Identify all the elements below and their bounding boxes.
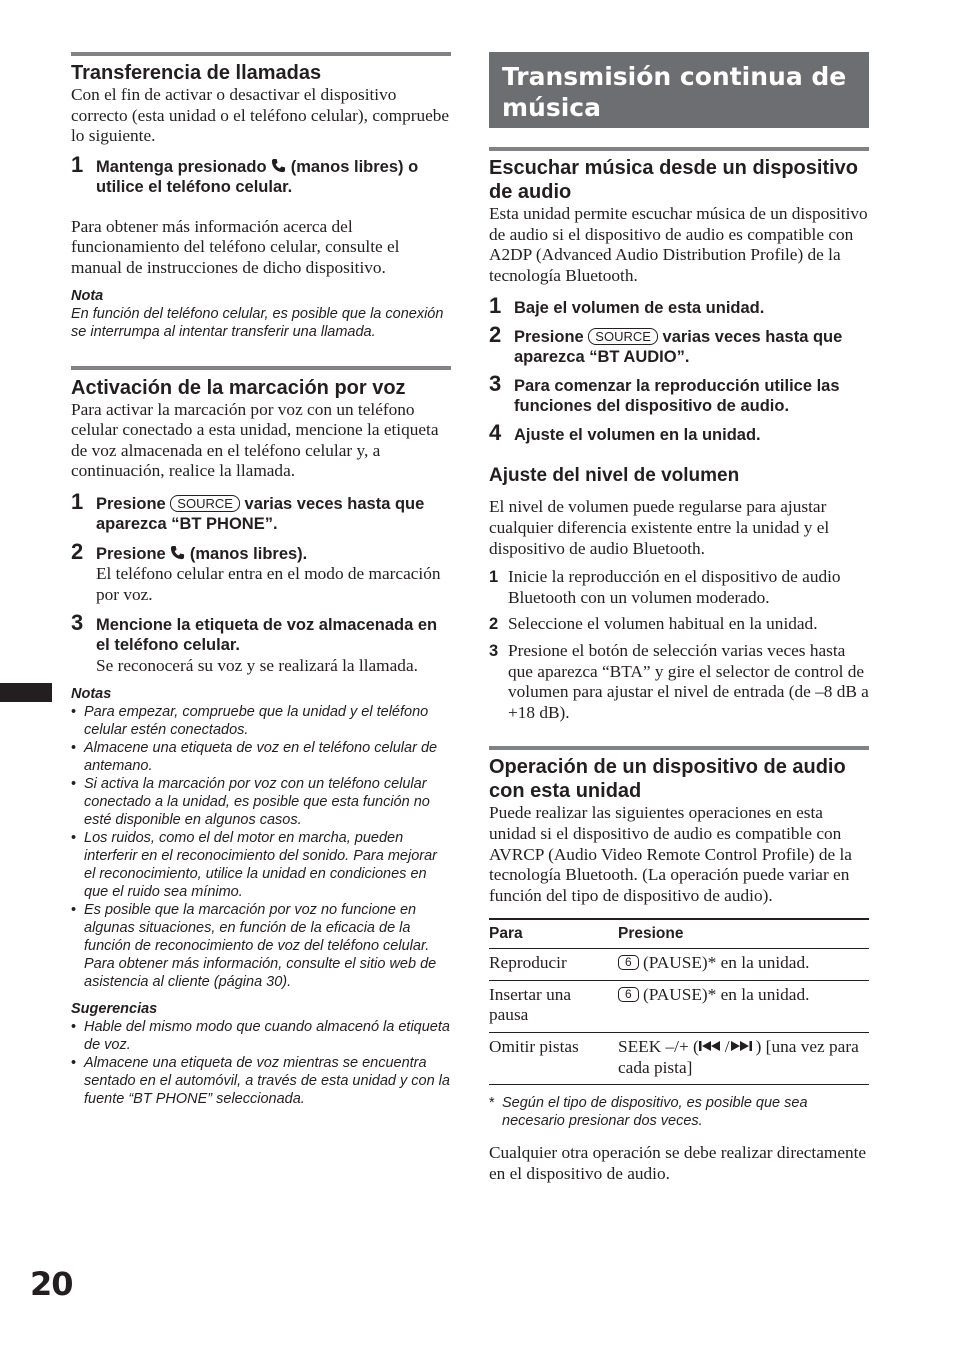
subsection-title-volume: Ajuste del nivel de volumen <box>489 465 740 487</box>
voice-dial-step-1 <box>71 488 451 535</box>
step-number: 2 <box>71 538 84 564</box>
table-cell-press: 6 (PAUSE)* en la unidad. <box>618 949 869 981</box>
prev-track-icon <box>699 1040 725 1052</box>
step-text: Ajuste el volumen en la unidad. <box>514 425 761 444</box>
list-number: 1 <box>489 568 499 587</box>
audio-step-3 <box>489 370 869 417</box>
column-header-para: Para <box>489 919 618 949</box>
notes-heading: Notas <box>71 686 112 703</box>
voice-dial-intro: Para activar la marcación por voz con un teléfono celular conectado a esta unidad, mencione la etiqueta de voz almacenada en el teléfono celular y, a continuación, realice la llamada. <box>71 399 439 481</box>
left-column <box>71 52 451 1108</box>
table-footnote <box>489 1094 869 1130</box>
volume-step <box>489 641 869 723</box>
source-button-label: SOURCE <box>170 495 240 512</box>
step-text-cont: varias veces hasta que aparezca “BT PHONE”. <box>96 494 425 534</box>
phone-icon <box>271 158 286 173</box>
table-row <box>489 949 869 981</box>
chapter-banner <box>489 52 869 128</box>
column-header-presione: Presione <box>618 919 869 949</box>
table-header-row <box>489 919 869 949</box>
list-text: Presione el botón de selección varias veces hasta que aparezca “BTA” y gire el selector de control de volumen para ajustar el nivel de entrada (de –8 dB a +18 dB). <box>508 640 869 722</box>
banner-title-line1: Transmisión continua de <box>502 62 847 91</box>
footnote-mark: * <box>489 1095 495 1112</box>
list-text: Seleccione el volumen habitual en la unidad. <box>508 614 818 634</box>
step-text-cont: (manos libres). <box>189 544 308 563</box>
table-cell-action: Reproducir <box>489 949 618 981</box>
table-cell-action: Insertar una pausa <box>489 980 618 1032</box>
section-rule <box>71 366 451 370</box>
button-6-label: 6 <box>618 955 639 970</box>
note-item: • Los ruidos, como el del motor en marcha, pueden interferir en el reconocimiento del sonido. Para mejorar el reconocimiento, utilice la unidad en condiciones en que el ruido sea mínimo. <box>71 830 438 901</box>
phone-icon <box>170 545 185 560</box>
step-number: 4 <box>489 419 502 445</box>
section-title-voice-dial: Activación de la marcación por voz <box>71 376 406 399</box>
table-cell-press: 6 (PAUSE)* en la unidad. <box>618 980 869 1032</box>
step-text: Presione <box>514 327 584 346</box>
list-text: Inicie la reproducción en el dispositivo de audio Bluetooth con un volumen moderado. <box>508 567 841 607</box>
notes-list <box>71 703 451 991</box>
note-item: • Para empezar, compruebe que la unidad y el teléfono celular estén conectados. <box>71 704 429 739</box>
tips-heading: Sugerencias <box>71 1001 158 1018</box>
step-number: 1 <box>489 293 502 319</box>
next-track-icon <box>730 1040 756 1052</box>
step-text-cont: (manos libres) o utilice el teléfono celular. <box>96 157 419 197</box>
list-number: 2 <box>489 615 499 634</box>
note-item: • Almacene una etiqueta de voz en el teléfono celular de antemano. <box>71 740 438 775</box>
operations-table <box>489 918 869 1085</box>
step-text: Presione <box>96 544 166 563</box>
banner-title-line2: música <box>502 93 601 122</box>
audio-step-4 <box>489 419 869 446</box>
step-number: 2 <box>489 321 502 347</box>
volume-step <box>489 614 869 635</box>
table-cell-press: SEEK –/+ ( / ) [una vez para cada pista] <box>618 1033 869 1085</box>
section-tab-marker <box>0 683 52 702</box>
note-text: En función del teléfono celular, es posible que la conexión se interrumpa al intentar transferir una llamada. <box>71 305 444 340</box>
audio-step-2 <box>489 321 869 368</box>
step-text-cont: varias veces hasta que aparezca “BT AUDIO”. <box>514 327 843 367</box>
step-text: Para comenzar la reproducción utilice las funciones del dispositivo de audio. <box>514 376 840 416</box>
source-button-label: SOURCE <box>588 328 658 345</box>
page-number: 20 <box>30 1265 73 1303</box>
step-text: Baje el volumen de esta unidad. <box>514 299 765 318</box>
table-row <box>489 1033 869 1085</box>
avrcp-outro: Cualquier otra operación se debe realizar directamente en el dispositivo de audio. <box>489 1143 867 1183</box>
call-transfer-info: Para obtener más información acerca del funcionamiento del teléfono celular, consulte el manual de instrucciones de dicho dispositivo. <box>71 216 400 277</box>
step-sub: Se reconocerá su voz y se realizará la llamada. <box>96 655 418 675</box>
step-text: Presione <box>96 494 166 513</box>
note-item: • Si activa la marcación por voz con un teléfono celular conectado a la unidad, es posible que esta función no esté disponible en algunos casos. <box>71 776 430 829</box>
call-transfer-intro: Con el fin de activar o desactivar el dispositivo correcto (esta unidad o el teléfono celular), compruebe lo siguiente. <box>71 85 450 146</box>
step-sub: El teléfono celular entra en el modo de marcación por voz. <box>96 564 441 605</box>
tip-item: • Almacene una etiqueta de voz mientras se encuentra sentado en el automóvil, a través de esta unidad y con la fuente “BT PHONE” seleccionada. <box>71 1055 450 1108</box>
call-transfer-step-1 <box>71 151 451 198</box>
volume-steps-list <box>489 567 869 723</box>
section-title-call-transfer: Transferencia de llamadas <box>71 62 322 84</box>
section-rule <box>489 147 869 151</box>
button-6-label: 6 <box>618 987 639 1002</box>
tips-list <box>71 1018 451 1108</box>
table-row <box>489 980 869 1032</box>
voice-dial-step-2 <box>71 538 451 606</box>
audio-step-1 <box>489 293 869 319</box>
volume-intro: El nivel de volumen puede regularse para ajustar cualquier diferencia existente entre la unidad y el dispositivo de audio Bluetooth. <box>489 497 830 558</box>
footnote-text: Según el tipo de dispositivo, es posible que sea necesario presionar dos veces. <box>502 1095 808 1130</box>
right-column <box>489 52 869 1184</box>
step-text: Mencione la etiqueta de voz almacenada en el teléfono celular. <box>96 615 438 655</box>
audio-listen-intro: Esta unidad permite escuchar música de un dispositivo de audio si el dispositivo de audio es compatible con A2DP (Advanced Audio Distribution Profile) de la tecnología Bluetooth. <box>489 204 868 285</box>
voice-dial-step-3 <box>71 609 451 677</box>
note-heading: Nota <box>71 287 104 304</box>
section-title-audio-listen: Escuchar música desde un dispositivo de audio <box>489 157 859 203</box>
step-text: Mantenga presionado <box>96 157 267 176</box>
tip-item: • Hable del mismo modo que cuando almacenó la etiqueta de voz. <box>71 1019 450 1054</box>
avrcp-intro: Puede realizar las siguientes operaciones en esta unidad si el dispositivo de audio es compatible con AVRCP (Audio Video Remote Control Profile) de la tecnología Bluetooth. (La operación puede variar en función del tipo de dispositivo de audio). <box>489 803 852 905</box>
volume-step <box>489 567 869 608</box>
list-number: 3 <box>489 641 499 660</box>
section-rule <box>489 746 869 750</box>
section-rule <box>71 52 451 56</box>
table-cell-action: Omitir pistas <box>489 1033 618 1085</box>
step-number: 1 <box>71 151 84 177</box>
section-title-avrcp: Operación de un dispositivo de audio con esta unidad <box>489 756 846 803</box>
step-number: 1 <box>71 488 84 514</box>
step-number: 3 <box>489 370 502 396</box>
step-number: 3 <box>71 609 84 635</box>
note-item: • Es posible que la marcación por voz no funcione en algunas situaciones, en función de la eficacia de la función de reconocimiento de voz del teléfono celular. Para obtener más información, consulte el sitio web de asistencia al cliente (página 30). <box>71 902 437 991</box>
